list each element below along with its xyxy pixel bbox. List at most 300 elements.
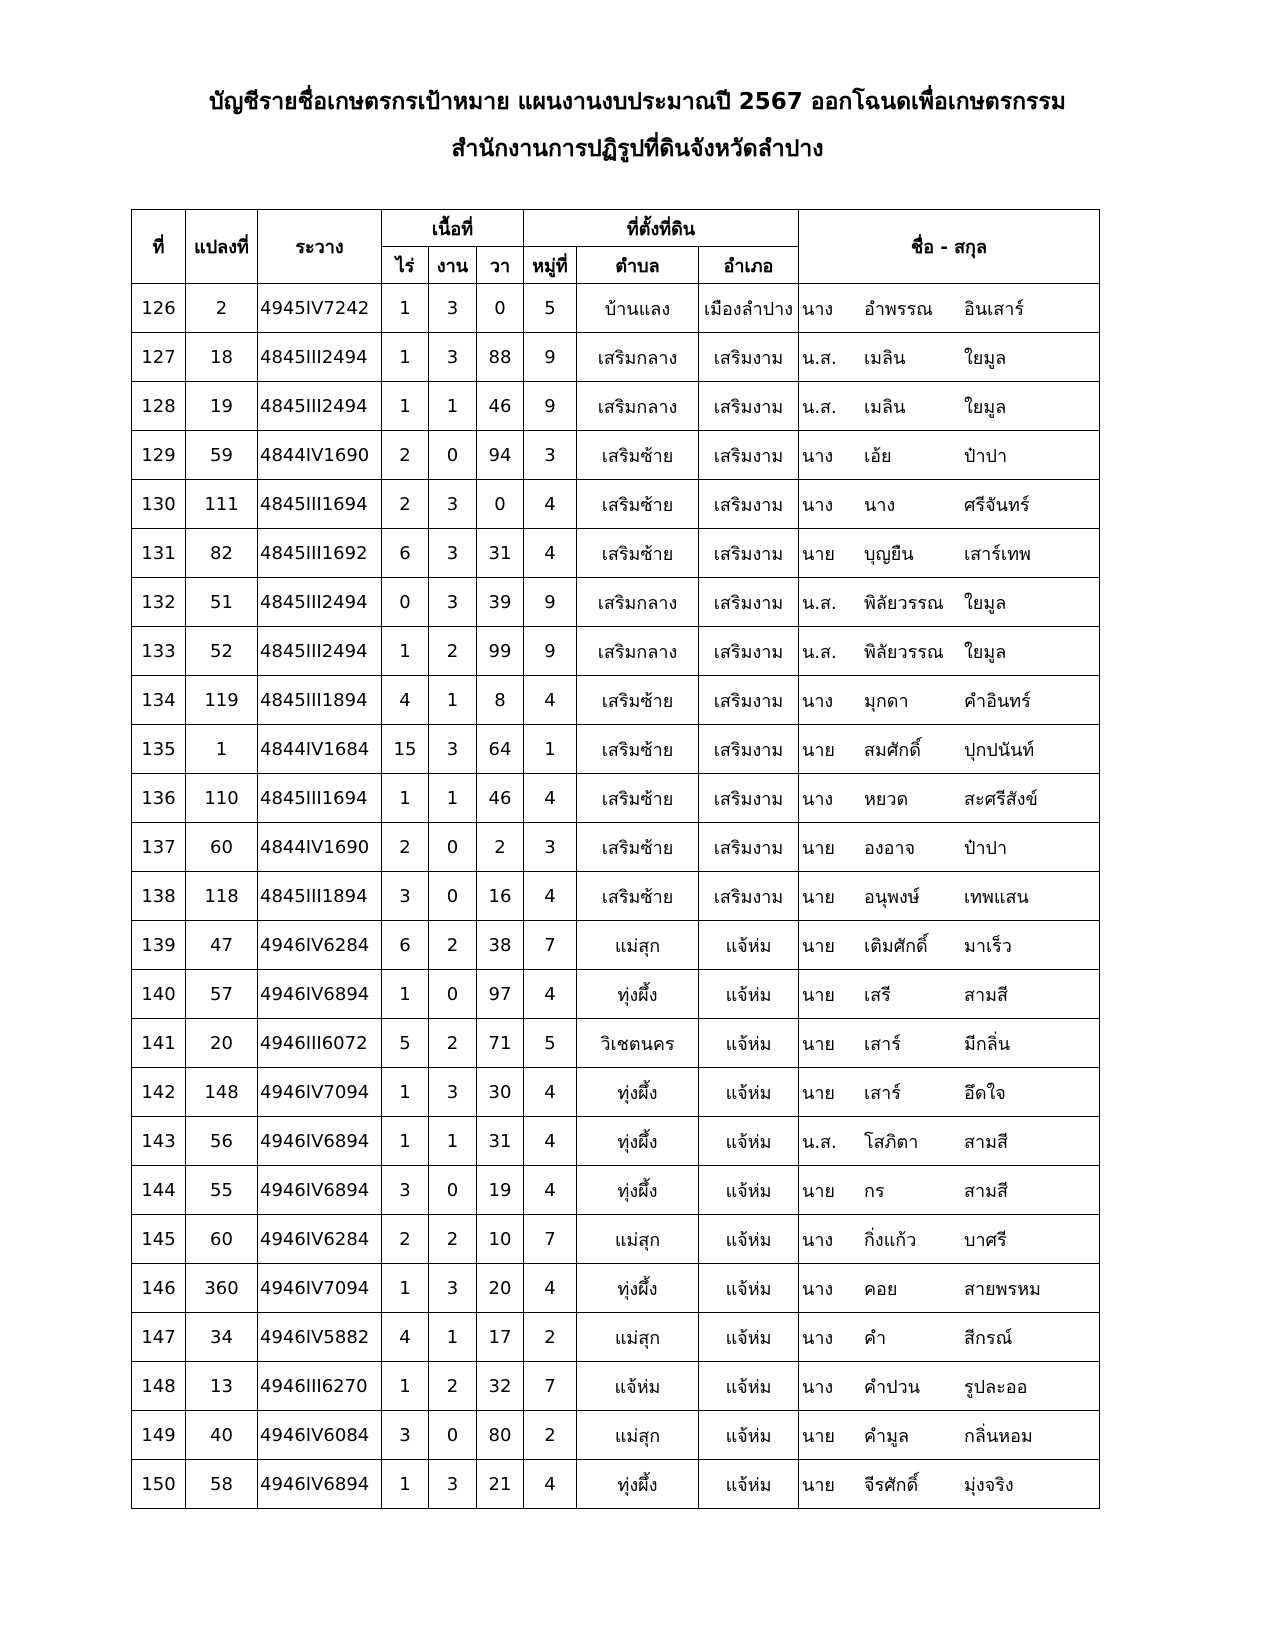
name-prefix: นาง	[802, 690, 834, 712]
cell-no: 138	[132, 872, 186, 921]
last-name: ปุกปนันท์	[964, 739, 1035, 761]
table-row	[132, 872, 1100, 921]
cell-rawang: 4946IV5882	[258, 1313, 382, 1362]
cell-plot: 56	[186, 1117, 258, 1166]
cell-name	[799, 921, 1100, 970]
cell-plot: 60	[186, 823, 258, 872]
cell-wa: 38	[477, 921, 524, 970]
cell-amphoe: เสริมงาม	[699, 823, 799, 872]
first-name: กร	[864, 1180, 885, 1202]
cell-plot: 13	[186, 1362, 258, 1411]
name-prefix: นาย	[802, 935, 835, 957]
cell-moo: 2	[524, 1411, 577, 1460]
header-rawang: ระวาง	[258, 210, 382, 284]
cell-rawang: 4946IV7094	[258, 1068, 382, 1117]
cell-wa: 2	[477, 823, 524, 872]
cell-wa: 46	[477, 774, 524, 823]
cell-amphoe: เสริมงาม	[699, 676, 799, 725]
cell-rawang: 4946IV6284	[258, 1215, 382, 1264]
cell-tambon: เสริมกลาง	[577, 333, 699, 382]
table-row	[132, 676, 1100, 725]
cell-wa: 31	[477, 529, 524, 578]
cell-no: 135	[132, 725, 186, 774]
cell-rai: 15	[382, 725, 429, 774]
cell-rai: 1	[382, 1264, 429, 1313]
cell-amphoe: แจ้ห่ม	[699, 1362, 799, 1411]
cell-rai: 1	[382, 1362, 429, 1411]
header-rai: ไร่	[382, 247, 429, 284]
cell-wa: 64	[477, 725, 524, 774]
cell-ngan: 1	[429, 1313, 477, 1362]
cell-moo: 3	[524, 431, 577, 480]
table-row	[132, 333, 1100, 382]
cell-wa: 39	[477, 578, 524, 627]
cell-tambon: ทุ่งผึ้ง	[577, 1068, 699, 1117]
name-prefix: นาง	[802, 1229, 834, 1251]
last-name: สามสี	[964, 1131, 1008, 1153]
cell-moo: 5	[524, 284, 577, 333]
table-row	[132, 823, 1100, 872]
cell-plot: 19	[186, 382, 258, 431]
cell-no: 136	[132, 774, 186, 823]
name-prefix: นาง	[802, 788, 834, 810]
cell-plot: 60	[186, 1215, 258, 1264]
first-name: เสรี	[864, 984, 891, 1006]
cell-no: 132	[132, 578, 186, 627]
last-name: ใยมูล	[964, 641, 1007, 663]
cell-wa: 16	[477, 872, 524, 921]
table-row	[132, 1019, 1100, 1068]
cell-ngan: 2	[429, 1019, 477, 1068]
cell-plot: 18	[186, 333, 258, 382]
first-name: กิ่งแก้ว	[864, 1229, 917, 1251]
cell-amphoe: เสริมงาม	[699, 725, 799, 774]
last-name: มีกลิ่น	[964, 1033, 1011, 1055]
first-name: คำ	[864, 1327, 887, 1349]
first-name: พิลัยวรรณ	[864, 592, 944, 614]
cell-plot: 59	[186, 431, 258, 480]
cell-plot: 118	[186, 872, 258, 921]
table-row	[132, 578, 1100, 627]
cell-ngan: 0	[429, 872, 477, 921]
cell-rai: 4	[382, 676, 429, 725]
cell-moo: 7	[524, 1362, 577, 1411]
table-row	[132, 1117, 1100, 1166]
cell-amphoe: แจ้ห่ม	[699, 1215, 799, 1264]
name-prefix: นาง	[802, 1376, 834, 1398]
last-name: คำอินทร์	[964, 690, 1031, 712]
cell-name	[799, 872, 1100, 921]
cell-tambon: แม่สุก	[577, 1215, 699, 1264]
cell-no: 127	[132, 333, 186, 382]
cell-rawang: 4946III6270	[258, 1362, 382, 1411]
cell-wa: 94	[477, 431, 524, 480]
cell-rai: 1	[382, 774, 429, 823]
cell-wa: 99	[477, 627, 524, 676]
document-subtitle: สำนักงานการปฏิรูปที่ดินจังหวัดลำปาง	[451, 136, 824, 162]
cell-rawang: 4845III2494	[258, 627, 382, 676]
last-name: เทพแสน	[964, 886, 1029, 908]
name-prefix: นาย	[802, 1474, 835, 1496]
cell-ngan: 1	[429, 1117, 477, 1166]
cell-no: 128	[132, 382, 186, 431]
cell-wa: 97	[477, 970, 524, 1019]
header-moo: หมู่ที่	[524, 247, 577, 284]
cell-amphoe: เสริมงาม	[699, 480, 799, 529]
cell-rawang: 4845III1694	[258, 774, 382, 823]
cell-name	[799, 970, 1100, 1019]
cell-wa: 71	[477, 1019, 524, 1068]
name-prefix: นาง	[802, 445, 834, 467]
first-name: สมศักดิ์	[864, 739, 921, 761]
name-prefix: นาย	[802, 543, 835, 565]
table-row	[132, 774, 1100, 823]
cell-rawang: 4845III1692	[258, 529, 382, 578]
cell-moo: 9	[524, 382, 577, 431]
cell-moo: 4	[524, 1166, 577, 1215]
cell-no: 148	[132, 1362, 186, 1411]
cell-amphoe: เมืองลำปาง	[699, 284, 799, 333]
cell-amphoe: แจ้ห่ม	[699, 921, 799, 970]
cell-amphoe: แจ้ห่ม	[699, 1313, 799, 1362]
cell-ngan: 1	[429, 382, 477, 431]
cell-rawang: 4844IV1690	[258, 431, 382, 480]
cell-amphoe: เสริมงาม	[699, 627, 799, 676]
first-name: องอาจ	[864, 837, 916, 859]
table-row	[132, 1313, 1100, 1362]
cell-name	[799, 676, 1100, 725]
table-row	[132, 1411, 1100, 1460]
cell-tambon: ทุ่งผึ้ง	[577, 1264, 699, 1313]
cell-rai: 4	[382, 1313, 429, 1362]
table-row	[132, 284, 1100, 333]
cell-wa: 0	[477, 480, 524, 529]
cell-rai: 1	[382, 1068, 429, 1117]
cell-rai: 0	[382, 578, 429, 627]
cell-plot: 57	[186, 970, 258, 1019]
cell-ngan: 2	[429, 627, 477, 676]
cell-no: 129	[132, 431, 186, 480]
cell-wa: 10	[477, 1215, 524, 1264]
header-location: ที่ตั้งที่ดิน	[524, 210, 799, 247]
cell-name	[799, 333, 1100, 382]
cell-name	[799, 774, 1100, 823]
name-prefix: นาง	[802, 494, 834, 516]
cell-plot: 34	[186, 1313, 258, 1362]
cell-wa: 8	[477, 676, 524, 725]
cell-rawang: 4946IV6894	[258, 1460, 382, 1509]
cell-moo: 4	[524, 1117, 577, 1166]
cell-tambon: แจ้ห่ม	[577, 1362, 699, 1411]
first-name: อนุพงษ์	[864, 886, 920, 908]
cell-tambon: เสริมกลาง	[577, 627, 699, 676]
cell-moo: 4	[524, 774, 577, 823]
name-prefix: น.ส.	[802, 592, 837, 614]
cell-wa: 88	[477, 333, 524, 382]
cell-no: 137	[132, 823, 186, 872]
name-prefix: น.ส.	[802, 641, 837, 663]
cell-name	[799, 1362, 1100, 1411]
cell-rai: 2	[382, 431, 429, 480]
last-name: กลิ่นหอม	[964, 1425, 1033, 1447]
cell-wa: 17	[477, 1313, 524, 1362]
header-amphoe: อำเภอ	[699, 247, 799, 284]
cell-rai: 3	[382, 872, 429, 921]
cell-wa: 30	[477, 1068, 524, 1117]
cell-name	[799, 480, 1100, 529]
cell-amphoe: แจ้ห่ม	[699, 1460, 799, 1509]
cell-tambon: เสริมซ้าย	[577, 431, 699, 480]
cell-rai: 6	[382, 529, 429, 578]
cell-amphoe: แจ้ห่ม	[699, 1117, 799, 1166]
cell-plot: 148	[186, 1068, 258, 1117]
table-row	[132, 1362, 1100, 1411]
first-name: นาง	[864, 494, 896, 516]
name-prefix: นาง	[802, 1278, 834, 1300]
cell-tambon: แม่สุก	[577, 1411, 699, 1460]
cell-moo: 1	[524, 725, 577, 774]
cell-no: 147	[132, 1313, 186, 1362]
cell-no: 134	[132, 676, 186, 725]
cell-tambon: เสริมกลาง	[577, 382, 699, 431]
cell-moo: 7	[524, 921, 577, 970]
cell-moo: 4	[524, 872, 577, 921]
cell-name	[799, 1411, 1100, 1460]
cell-rawang: 4845III1894	[258, 872, 382, 921]
cell-no: 144	[132, 1166, 186, 1215]
cell-wa: 80	[477, 1411, 524, 1460]
cell-rai: 1	[382, 382, 429, 431]
last-name: ศรีจันทร์	[964, 494, 1030, 516]
cell-plot: 360	[186, 1264, 258, 1313]
first-name: เอ้ย	[864, 445, 892, 467]
cell-tambon: แม่สุก	[577, 921, 699, 970]
cell-wa: 31	[477, 1117, 524, 1166]
cell-rawang: 4845III1894	[258, 676, 382, 725]
last-name: ใยมูล	[964, 592, 1007, 614]
cell-amphoe: แจ้ห่ม	[699, 1411, 799, 1460]
cell-plot: 82	[186, 529, 258, 578]
cell-name	[799, 382, 1100, 431]
cell-rai: 1	[382, 284, 429, 333]
cell-amphoe: เสริมงาม	[699, 872, 799, 921]
name-prefix: นาง	[802, 1327, 834, 1349]
cell-name	[799, 1460, 1100, 1509]
name-prefix: นาย	[802, 1033, 835, 1055]
cell-no: 130	[132, 480, 186, 529]
table-row	[132, 1215, 1100, 1264]
name-prefix: นาย	[802, 1082, 835, 1104]
cell-no: 133	[132, 627, 186, 676]
first-name: เมลิน	[864, 347, 906, 369]
name-prefix: นาย	[802, 1180, 835, 1202]
cell-no: 139	[132, 921, 186, 970]
cell-rawang: 4845III1694	[258, 480, 382, 529]
cell-plot: 52	[186, 627, 258, 676]
cell-rai: 1	[382, 627, 429, 676]
last-name: มาเร็ว	[964, 935, 1012, 957]
cell-wa: 32	[477, 1362, 524, 1411]
cell-tambon: เสริมซ้าย	[577, 823, 699, 872]
cell-rawang: 4946IV6284	[258, 921, 382, 970]
header-ngan: งาน	[429, 247, 477, 284]
last-name: อินเสาร์	[964, 298, 1025, 320]
last-name: บาศรี	[964, 1229, 1007, 1251]
header-tambon: ตำบล	[577, 247, 699, 284]
cell-tambon: เสริมซ้าย	[577, 480, 699, 529]
last-name: ป๋าปา	[964, 837, 1008, 859]
cell-tambon: ทุ่งผึ้ง	[577, 970, 699, 1019]
table-row	[132, 627, 1100, 676]
cell-ngan: 3	[429, 529, 477, 578]
table-row	[132, 431, 1100, 480]
cell-name	[799, 1166, 1100, 1215]
cell-moo: 4	[524, 970, 577, 1019]
cell-ngan: 3	[429, 578, 477, 627]
cell-name	[799, 1215, 1100, 1264]
last-name: ใยมูล	[964, 347, 1007, 369]
table-row	[132, 382, 1100, 431]
header-area: เนื้อที่	[382, 210, 524, 247]
name-prefix: น.ส.	[802, 347, 837, 369]
cell-no: 142	[132, 1068, 186, 1117]
document-title: บัญชีรายชื่อเกษตรกรเป้าหมาย แผนงานงบประมาณปี 2567 ออกโฉนดเพื่อเกษตรกรรม	[209, 89, 1066, 115]
cell-moo: 4	[524, 1460, 577, 1509]
first-name: คำปวน	[864, 1376, 921, 1398]
cell-moo: 3	[524, 823, 577, 872]
cell-rawang: 4946III6072	[258, 1019, 382, 1068]
table-body	[132, 284, 1100, 1509]
cell-plot: 2	[186, 284, 258, 333]
first-name: โสภิตา	[864, 1131, 919, 1153]
name-prefix: นาย	[802, 739, 835, 761]
cell-moo: 4	[524, 529, 577, 578]
cell-no: 146	[132, 1264, 186, 1313]
last-name: สีกรณ์	[964, 1327, 1013, 1349]
cell-no: 126	[132, 284, 186, 333]
cell-amphoe: แจ้ห่ม	[699, 1264, 799, 1313]
cell-rai: 3	[382, 1411, 429, 1460]
last-name: สามสี	[964, 1180, 1008, 1202]
cell-plot: 51	[186, 578, 258, 627]
cell-rawang: 4946IV6084	[258, 1411, 382, 1460]
cell-name	[799, 1264, 1100, 1313]
cell-no: 150	[132, 1460, 186, 1509]
header-no: ที่	[132, 210, 186, 284]
cell-moo: 9	[524, 578, 577, 627]
cell-wa: 21	[477, 1460, 524, 1509]
cell-rawang: 4946IV7094	[258, 1264, 382, 1313]
cell-name	[799, 431, 1100, 480]
cell-wa: 20	[477, 1264, 524, 1313]
first-name: คำมูล	[864, 1425, 910, 1447]
cell-ngan: 3	[429, 284, 477, 333]
last-name: เสาร์เทพ	[964, 543, 1031, 565]
cell-rai: 2	[382, 1215, 429, 1264]
table-row	[132, 1264, 1100, 1313]
cell-name	[799, 1117, 1100, 1166]
cell-no: 140	[132, 970, 186, 1019]
cell-moo: 7	[524, 1215, 577, 1264]
first-name: อำพรรณ	[864, 298, 933, 320]
table-row	[132, 1068, 1100, 1117]
first-name: เสาร์	[864, 1082, 901, 1104]
name-prefix: นาง	[802, 298, 834, 320]
name-prefix: นาย	[802, 837, 835, 859]
cell-rai: 6	[382, 921, 429, 970]
last-name: มุ่งจริง	[964, 1474, 1014, 1496]
cell-rawang: 4946IV6894	[258, 970, 382, 1019]
first-name: จีรศักดิ์	[864, 1474, 919, 1496]
cell-amphoe: เสริมงาม	[699, 774, 799, 823]
cell-tambon: เสริมซ้าย	[577, 529, 699, 578]
header-plot: แปลงที่	[186, 210, 258, 284]
cell-moo: 4	[524, 676, 577, 725]
cell-rawang: 4844IV1690	[258, 823, 382, 872]
farmer-table	[131, 209, 1100, 1509]
cell-plot: 47	[186, 921, 258, 970]
table-row	[132, 1460, 1100, 1509]
name-prefix: นาย	[802, 984, 835, 1006]
cell-amphoe: เสริมงาม	[699, 578, 799, 627]
table-row	[132, 1166, 1100, 1215]
cell-no: 141	[132, 1019, 186, 1068]
cell-name	[799, 1068, 1100, 1117]
cell-rai: 1	[382, 1460, 429, 1509]
cell-name	[799, 725, 1100, 774]
cell-name	[799, 529, 1100, 578]
cell-rai: 3	[382, 1166, 429, 1215]
header-name: ชื่อ - สกุล	[799, 210, 1100, 284]
cell-moo: 5	[524, 1019, 577, 1068]
cell-moo: 4	[524, 480, 577, 529]
cell-ngan: 1	[429, 774, 477, 823]
cell-moo: 9	[524, 627, 577, 676]
cell-ngan: 0	[429, 823, 477, 872]
table-row	[132, 921, 1100, 970]
cell-no: 143	[132, 1117, 186, 1166]
cell-rawang: 4845III2494	[258, 333, 382, 382]
cell-rawang: 4845III2494	[258, 382, 382, 431]
cell-wa: 46	[477, 382, 524, 431]
cell-rai: 1	[382, 333, 429, 382]
cell-ngan: 3	[429, 1068, 477, 1117]
cell-rai: 2	[382, 823, 429, 872]
cell-tambon: ทุ่งผึ้ง	[577, 1117, 699, 1166]
first-name: หยวด	[864, 788, 909, 810]
first-name: เมลิน	[864, 396, 906, 418]
cell-moo: 4	[524, 1068, 577, 1117]
cell-name	[799, 823, 1100, 872]
cell-no: 149	[132, 1411, 186, 1460]
cell-no: 131	[132, 529, 186, 578]
cell-rai: 5	[382, 1019, 429, 1068]
cell-ngan: 1	[429, 676, 477, 725]
last-name: อึดใจ	[964, 1082, 1006, 1104]
cell-amphoe: แจ้ห่ม	[699, 1068, 799, 1117]
cell-tambon: เสริมซ้าย	[577, 774, 699, 823]
cell-plot: 20	[186, 1019, 258, 1068]
table-row	[132, 725, 1100, 774]
cell-tambon: เสริมซ้าย	[577, 725, 699, 774]
last-name: สะศรีสังข์	[964, 788, 1038, 810]
cell-ngan: 2	[429, 1215, 477, 1264]
cell-rawang: 4845III2494	[258, 578, 382, 627]
last-name: รูปละออ	[964, 1376, 1028, 1398]
first-name: เติมศักดิ์	[864, 935, 928, 957]
name-prefix: น.ส.	[802, 396, 837, 418]
cell-name	[799, 1313, 1100, 1362]
